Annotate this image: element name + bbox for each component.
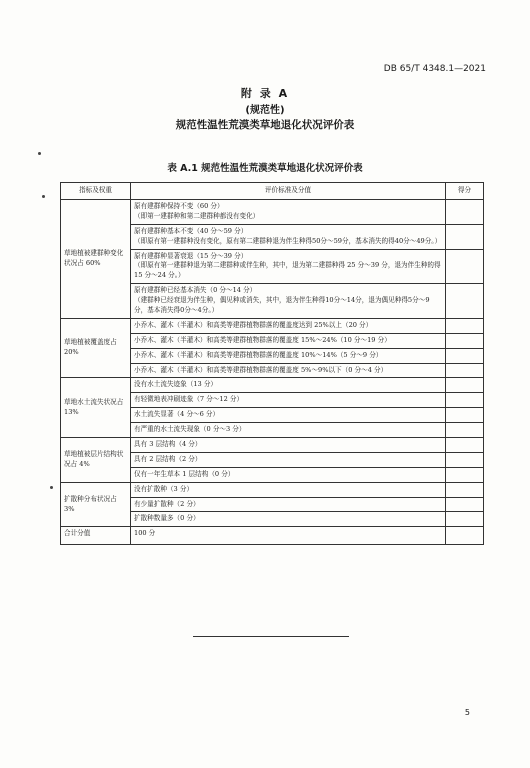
criteria-cell — [131, 512, 446, 527]
criteria-main: 原有建群种基本不变（40 分～59 分） — [134, 226, 248, 235]
table-row — [61, 318, 484, 333]
table-row — [61, 378, 484, 393]
table-body — [61, 200, 484, 545]
criteria-cell — [131, 438, 446, 453]
total-label: 合计分值 — [61, 527, 131, 545]
criteria-note: （建群种已经衰退为伴生种，偶见种或消失，其中，退为伴生种得10分～14分，退为偶见种得5分～9分，基本消失得0分～4分。） — [134, 296, 430, 315]
criteria-main: 仅有一年生草本 1 层结构（0 分） — [134, 469, 235, 478]
criteria-main: 没有水土流失迹象（13 分） — [134, 380, 218, 389]
criteria-main: 水土流失显著（4 分～6 分） — [134, 410, 220, 419]
criteria-cell — [131, 318, 446, 333]
score-cell[interactable] — [446, 393, 484, 408]
criteria-main: 有少量扩散种（2 分） — [134, 499, 200, 508]
criteria-note: （即原有第一建群种退为第二建群种或伴生种，其中，退为第二建群种得 25 分～39 分，退为伴生种的得 15 分～24 分。） — [134, 261, 441, 280]
score-cell[interactable] — [446, 438, 484, 453]
score-cell[interactable] — [446, 467, 484, 482]
indicator-cell: 草地植被建群种变化状况占 60% — [61, 200, 131, 319]
score-cell[interactable] — [446, 284, 484, 319]
total-row — [61, 527, 484, 545]
criteria-main: 没有扩散种（3 分） — [134, 484, 194, 493]
criteria-cell — [131, 284, 446, 319]
table-caption: 表 A.1 规范性温性荒漠类草地退化状况评价表 — [167, 163, 363, 174]
score-cell[interactable] — [446, 512, 484, 527]
score-cell[interactable] — [446, 408, 484, 423]
criteria-cell — [131, 423, 446, 438]
indicator-cell: 草地水土流失状况占 13% — [61, 378, 131, 438]
score-cell[interactable] — [446, 348, 484, 363]
table-row — [61, 482, 484, 497]
standard-number: DB 65/T 4348.1—2021 — [383, 64, 486, 74]
score-cell[interactable] — [446, 249, 484, 284]
page-number: 5 — [464, 708, 470, 717]
indicator-cell: 扩散种分布状况占 3% — [61, 482, 131, 527]
score-cell[interactable] — [446, 318, 484, 333]
table-row — [61, 438, 484, 453]
score-cell[interactable] — [446, 363, 484, 378]
score-cell[interactable] — [446, 423, 484, 438]
criteria-cell — [131, 467, 446, 482]
criteria-cell — [131, 452, 446, 467]
criteria-cell — [131, 497, 446, 512]
annex-title: 规范性温性荒漠类草地退化状况评价表 — [175, 119, 355, 131]
criteria-main: 扩散种数量多（0 分） — [134, 514, 200, 523]
score-cell[interactable] — [446, 452, 484, 467]
score-cell[interactable] — [446, 200, 484, 225]
criteria-main: 有严重的水土流失现象（0 分～3 分） — [134, 425, 246, 434]
criteria-cell — [131, 408, 446, 423]
criteria-cell — [131, 393, 446, 408]
score-cell[interactable] — [446, 482, 484, 497]
criteria-cell — [131, 200, 446, 225]
score-cell[interactable] — [446, 224, 484, 249]
criteria-note: （即第一建群种和第二建群种都没有变化） — [134, 211, 260, 220]
criteria-main: 具有 2 层结构（2 分） — [134, 454, 202, 463]
header-indicator: 指标及权重 — [61, 183, 131, 200]
end-line — [193, 636, 349, 637]
criteria-main: 原有建群种已经基本消失（0 分～14 分） — [134, 286, 257, 295]
criteria-main: 小乔木、灌木（半灌木）和高类等建群植物群落的覆盖度达到 25%以上（20 分） — [134, 320, 373, 329]
score-cell[interactable] — [446, 333, 484, 348]
criteria-cell — [131, 378, 446, 393]
criteria-note: （即原有第一建群种没有变化，原有第二建群种退为伴生种得50分～59分，基本消失的得40分～49分。） — [134, 236, 442, 245]
indicator-cell: 草地植被层片结构状况占 4% — [61, 438, 131, 483]
table-row — [61, 200, 484, 225]
criteria-main: 具有 3 层结构（4 分） — [134, 440, 202, 449]
score-cell[interactable] — [446, 497, 484, 512]
criteria-main: 小乔木、灌木（半灌木）和高类等建群植物群落的覆盖度 15%～24%（10 分～19 分） — [134, 335, 391, 344]
evaluation-table — [60, 182, 484, 545]
criteria-cell — [131, 348, 446, 363]
indicator-cell: 草地植被覆盖度占 20% — [61, 318, 131, 378]
criteria-cell — [131, 363, 446, 378]
annex-label: 附 录 A — [240, 87, 290, 100]
criteria-cell — [131, 249, 446, 284]
criteria-main: 有轻微地表冲刷迹象（7 分～12 分） — [134, 395, 244, 404]
total-score-cell[interactable] — [446, 527, 484, 545]
header-criteria: 评价标准及分值 — [131, 183, 446, 200]
total-value: 100 分 — [131, 527, 446, 545]
scan-dot — [50, 486, 53, 489]
scan-dot — [38, 152, 41, 155]
table-header-row — [61, 183, 484, 200]
criteria-main: 小乔木、灌木（半灌木）和高类等建群植物群落的覆盖度 5%～9%以下（0 分～4 分） — [134, 365, 388, 374]
scan-dot — [42, 195, 45, 198]
annex-nature: (规范性) — [245, 105, 285, 116]
criteria-main: 小乔木、灌木（半灌木）和高类等建群植物群落的覆盖度 10%～14%（5 分～9 分） — [134, 350, 383, 359]
criteria-cell — [131, 224, 446, 249]
criteria-cell — [131, 333, 446, 348]
score-cell[interactable] — [446, 378, 484, 393]
criteria-cell — [131, 482, 446, 497]
criteria-main: 原有建群种显著衰退（15 分～39 分） — [134, 251, 248, 260]
criteria-main: 原有建群种保持不变（60 分） — [134, 202, 224, 210]
header-score: 得分 — [446, 183, 484, 200]
